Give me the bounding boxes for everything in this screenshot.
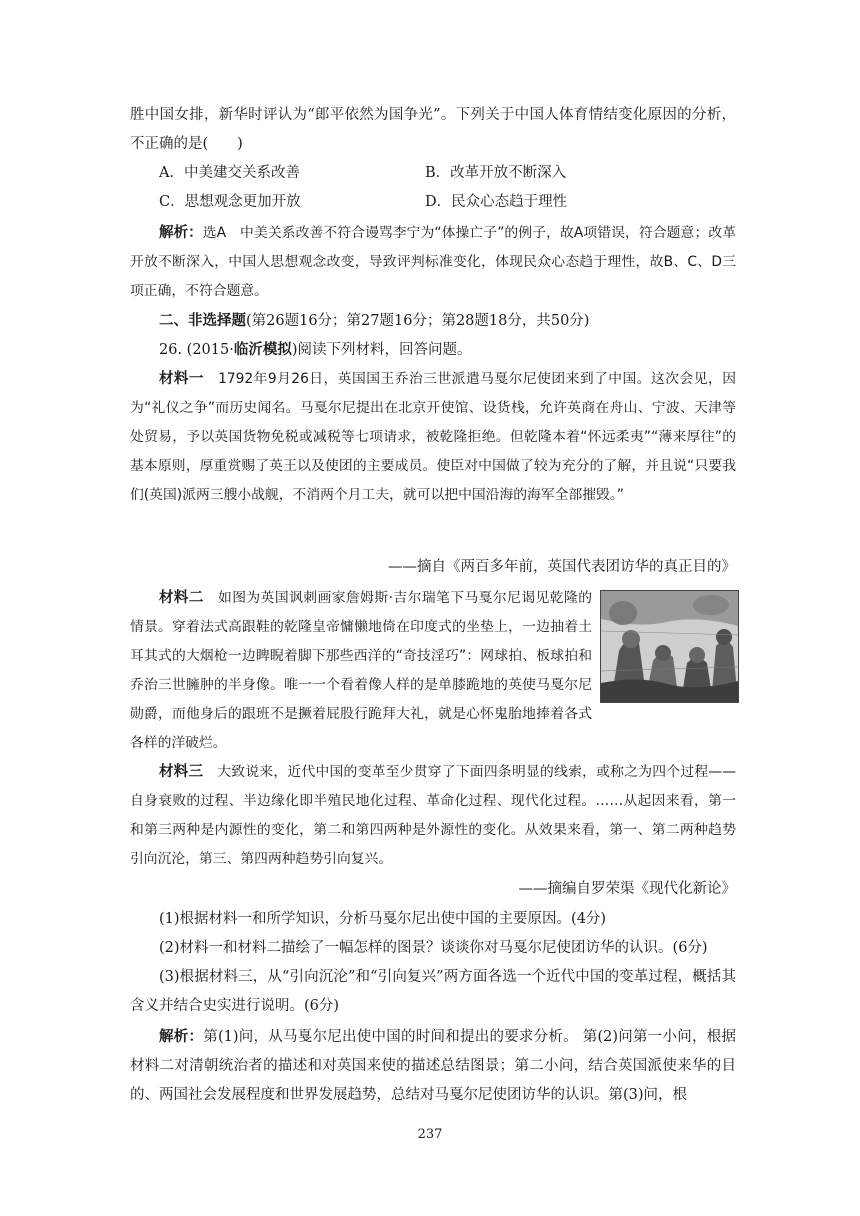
question-26-source: 临沂模拟 <box>233 341 292 358</box>
caricature-illustration <box>600 590 739 703</box>
material-1-text: 1792年9月26日，英国国王乔治三世派遣马戛尔尼使团来到了中国。这次会见，因为“礼仪之争”而历史闻名。马戛尔尼提出在北京开使馆、设货栈，允许英商在舟山、宁波、天津等处贸易，予以英国货物免税或减税等七项请求，被乾隆拒绝。但乾隆本着“怀远柔夷”“薄来厚往”的基本原则，厚重赏赐了英王以及使团的主要成员。使臣对中国做了较为充分的了解，并且说“只要我们(英国)派两三艘小战舰，不消两个月工夫，就可以把中国沿海的海军全部摧毁。” <box>130 371 736 503</box>
material-3-source: ——摘编自罗荣渠《现代化新论》 <box>518 881 736 897</box>
option-c: C．思想观念更加开放 <box>159 194 301 210</box>
page-number: 237 <box>417 1127 443 1142</box>
material-3-label: 材料三 <box>159 763 204 780</box>
material-1 <box>130 364 736 510</box>
material-2-text: 如图为英国讽刺画家詹姆斯·吉尔瑞笔下马戛尔尼谒见乾隆的情景。穿着法式高跟鞋的乾隆皇帝慵懒地倚在印度式的坐垫上，一边抽着土耳其式的大烟枪一边睥睨着脚下那些西洋的“奇技淫巧”：网球拍、板球拍和乔治三世臃肿的半身像。唯一一个看着像人样的是单膝跪地的英使马戛尔尼勋爵，而他身后的跟班不是撅着屁股行跪拜大礼，就是心怀鬼胎地捧着各式各样的洋破烂。 <box>130 590 592 751</box>
question-25-stem: 胜中国女排，新华时评认为“郎平依然为国争光”。下列关于中国人体育情结变化原因的分析，不正确的是( ) <box>130 107 736 152</box>
analysis-text: 选A 中美关系改善不符合谩骂李宁为“体操亡子”的例子，故A项错误，符合题意；改革开放不断深入，中国人思想观念改变，导致评判标准变化，体现民众心态趋于理性，故B、C、D三项正确，不符合题意。 <box>130 225 737 299</box>
question-26-instruction: )阅读下列材料，回答问题。 <box>291 342 472 358</box>
option-d: D．民众心态趋于理性 <box>425 194 568 210</box>
caricature-drawing <box>601 591 738 702</box>
material-2 <box>130 583 592 758</box>
analysis-text: 第(1)问，从马戛尔尼出使中国的时间和提出的要求分析。 第(2)问第一小问，根据材料二对清朝统治者的描述和对英国来使的描述总结图景；第二小问，结合英国派使来华的目的、两国社会发展程度和世界发展趋势，总结对马戛尔尼使团访华的认识。第(3)问，根 <box>130 1029 737 1103</box>
sub-question-3: (3)根据材料三，从“引向沉沦”和“引向复兴”两方面各选一个近代中国的变革过程，概括其含义并结合史实进行说明。(6分) <box>130 969 736 1014</box>
sub-question-2: (2)材料一和材料二描绘了一幅怎样的图景？谈谈你对马戛尔尼使团访华的认识。(6分) <box>159 940 708 956</box>
material-1-label: 材料一 <box>159 370 204 387</box>
material-3 <box>130 757 736 874</box>
section-heading <box>130 306 736 336</box>
question-25-analysis <box>130 218 736 306</box>
question-26-stem <box>130 335 736 365</box>
analysis-label: 解析： <box>159 1028 204 1045</box>
material-1-source: ——摘自《两百多年前，英国代表团访华的真正目的》 <box>388 559 736 575</box>
question-26-analysis <box>130 1022 736 1110</box>
question-26-number: 26. (2015· <box>159 342 234 358</box>
material-2-label: 材料二 <box>159 589 204 606</box>
analysis-label: 解析： <box>159 224 203 241</box>
option-b: B．改革开放不断深入 <box>425 165 567 181</box>
section-title: 二、非选择题 <box>159 312 246 329</box>
option-a: A．中美建交关系改善 <box>159 165 300 181</box>
sub-question-1: (1)根据材料一和所学知识，分析马戛尔尼出使中国的主要原因。(4分) <box>159 911 607 927</box>
material-3-text: 大致说来，近代中国的变革至少贯穿了下面四条明显的线索，或称之为四个过程——自身衰败的过程、半边缘化即半殖民地化过程、革命化过程、现代化过程。……从起因来看，第一和第三两种是内源性的变化，第二和第四两种是外源性的变化。从效果来看，第一、第二两种趋势引向沉沦，第三、第四两种趋势引向复兴。 <box>130 764 737 867</box>
section-score-note: (第26题16分；第27题16分；第28题18分，共50分) <box>246 313 590 329</box>
